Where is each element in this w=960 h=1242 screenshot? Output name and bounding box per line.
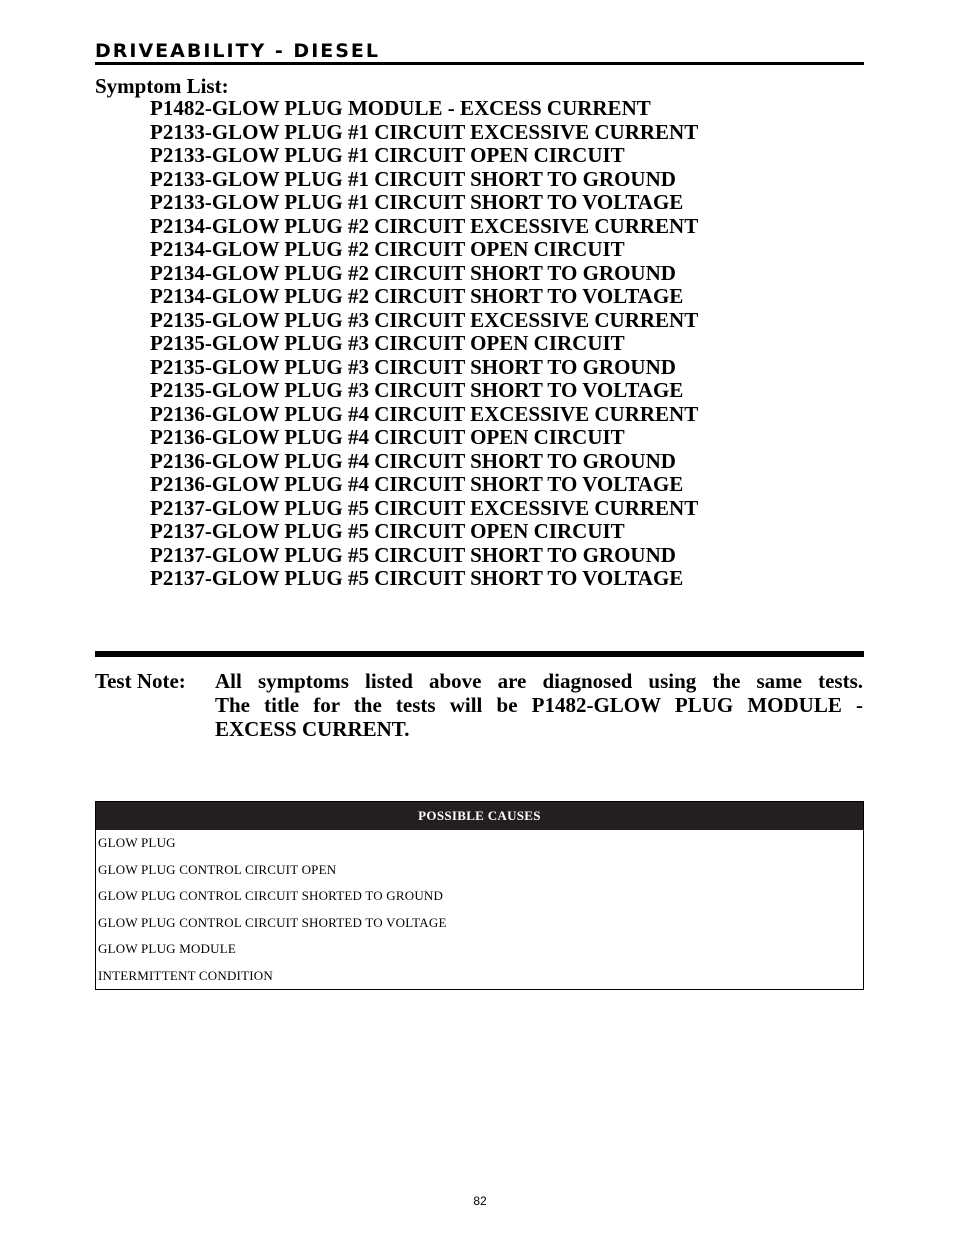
test-note-line: All symptoms listed above are diagnosed using the same tests. — [215, 669, 863, 693]
symptom-item: P2134-GLOW PLUG #2 CIRCUIT SHORT TO VOLTAGE — [150, 284, 684, 308]
symptom-item: P2135-GLOW PLUG #3 CIRCUIT OPEN CIRCUIT — [150, 331, 625, 355]
symptom-item: P2133-GLOW PLUG #1 CIRCUIT EXCESSIVE CURRENT — [150, 119, 699, 144]
symptom-item: P2134-GLOW PLUG #2 CIRCUIT EXCESSIVE CURRENT — [150, 213, 699, 238]
header-divider — [95, 62, 864, 65]
symptom-item: P2136-GLOW PLUG #4 CIRCUIT OPEN CIRCUIT — [150, 425, 625, 449]
symptom-item: P1482-GLOW PLUG MODULE - EXCESS CURRENT — [150, 96, 651, 120]
cause-row: GLOW PLUG MODULE — [98, 941, 237, 956]
symptom-item: P2135-GLOW PLUG #3 CIRCUIT EXCESSIVE CURRENT — [150, 307, 699, 332]
test-note-line: The title for the tests will be P1482-GLOW PLUG MODULE - — [215, 693, 863, 717]
symptom-list — [150, 97, 698, 591]
symptom-item: P2137-GLOW PLUG #5 CIRCUIT EXCESSIVE CURRENT — [150, 495, 699, 520]
symptom-item: P2133-GLOW PLUG #1 CIRCUIT SHORT TO GROUND — [150, 166, 676, 191]
symptom-item: P2133-GLOW PLUG #1 CIRCUIT SHORT TO VOLTAGE — [150, 190, 684, 214]
symptom-item: P2137-GLOW PLUG #5 CIRCUIT SHORT TO GROUND — [150, 542, 676, 567]
cause-row: GLOW PLUG — [98, 835, 176, 850]
symptom-item: P2136-GLOW PLUG #4 CIRCUIT SHORT TO VOLTAGE — [150, 472, 684, 496]
symptom-item: P2137-GLOW PLUG #5 CIRCUIT OPEN CIRCUIT — [150, 519, 625, 543]
possible-causes-header: POSSIBLE CAUSES — [96, 802, 863, 830]
section-title: DRIVEABILITY - DIESEL — [95, 40, 381, 62]
cause-row: INTERMITTENT CONDITION — [98, 967, 273, 983]
test-note-body — [215, 669, 863, 741]
symptom-item: P2137-GLOW PLUG #5 CIRCUIT SHORT TO VOLTAGE — [150, 566, 684, 590]
cause-row: GLOW PLUG CONTROL CIRCUIT OPEN — [98, 861, 337, 877]
symptom-item: P2135-GLOW PLUG #3 CIRCUIT SHORT TO VOLTAGE — [150, 378, 684, 402]
test-note-label: Test Note: — [95, 669, 186, 693]
test-note-line: EXCESS CURRENT. — [215, 717, 410, 741]
symptom-item: P2135-GLOW PLUG #3 CIRCUIT SHORT TO GROUND — [150, 354, 676, 379]
symptom-item: P2133-GLOW PLUG #1 CIRCUIT OPEN CIRCUIT — [150, 143, 625, 167]
section-divider — [95, 651, 864, 657]
cause-row: GLOW PLUG CONTROL CIRCUIT SHORTED TO VOLTAGE — [98, 914, 447, 930]
symptom-item: P2136-GLOW PLUG #4 CIRCUIT EXCESSIVE CURRENT — [150, 401, 699, 426]
symptom-item: P2136-GLOW PLUG #4 CIRCUIT SHORT TO GROUND — [150, 448, 676, 473]
symptom-item: P2134-GLOW PLUG #2 CIRCUIT OPEN CIRCUIT — [150, 237, 625, 261]
symptom-list-heading: Symptom List: — [95, 74, 229, 98]
symptom-item: P2134-GLOW PLUG #2 CIRCUIT SHORT TO GROUND — [150, 260, 676, 285]
possible-causes-table — [95, 801, 864, 990]
page-number: 82 — [473, 1194, 487, 1208]
cause-row: GLOW PLUG CONTROL CIRCUIT SHORTED TO GROUND — [98, 888, 444, 903]
